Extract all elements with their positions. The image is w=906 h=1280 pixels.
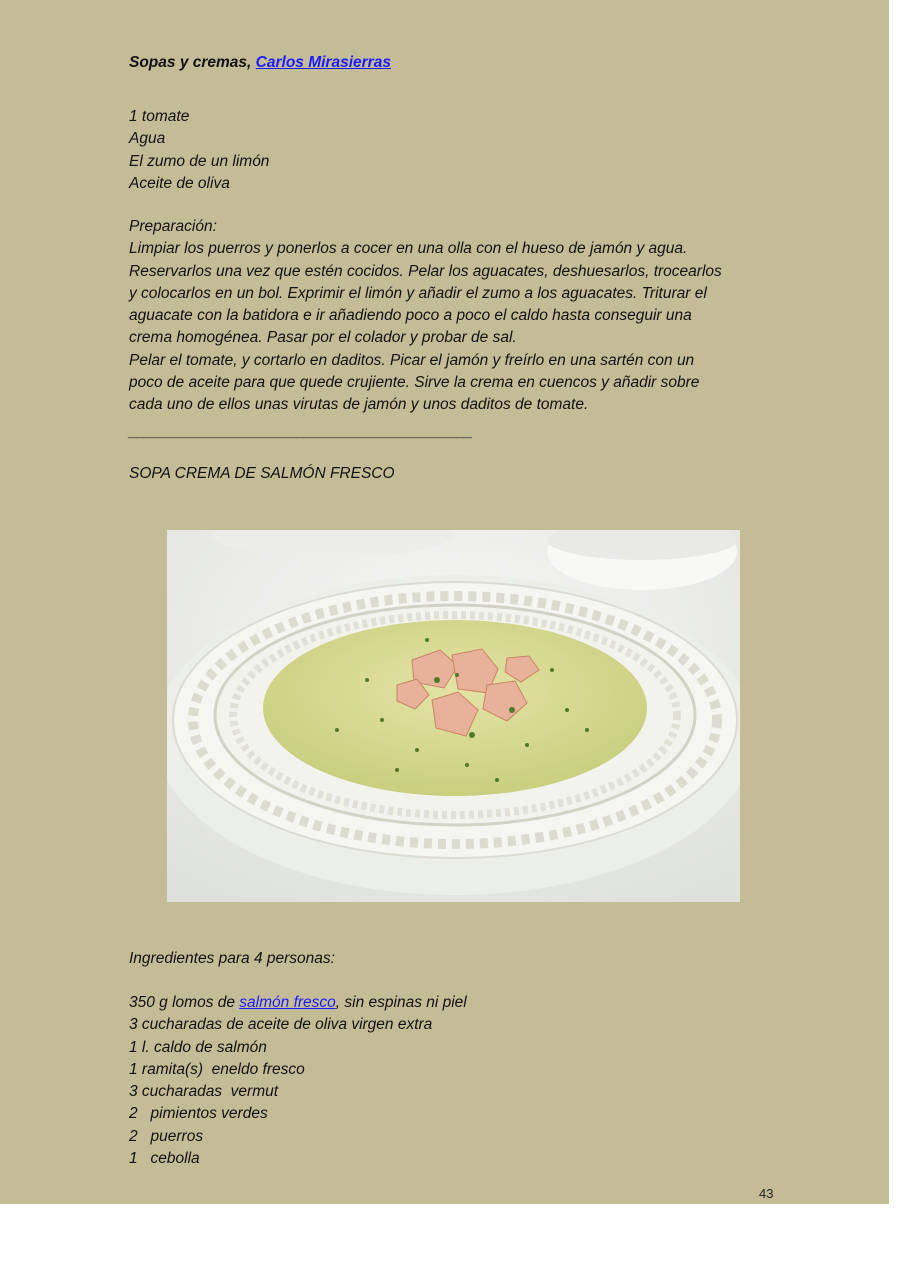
page-number: 43 [759,1186,774,1201]
list-item: 1 cebolla [129,1150,200,1168]
list-item: Agua [129,130,166,148]
list-item: 2 puerros [129,1127,204,1145]
list-item: 3 cucharadas de aceite de oliva virgen extra [129,1016,433,1034]
salmon-link[interactable]: salmón fresco [239,994,336,1011]
list-item: 1 ramita(s) eneldo fresco [129,1060,305,1078]
list-item: 3 cucharadas vermut [129,1083,279,1101]
preparation-line: aguacate con la batidora e ir añadiendo poco a poco el caldo hasta conseguir una [129,307,692,325]
list-item: 2 pimientos verdes [129,1105,268,1123]
author-link[interactable]: Carlos Mirasierras [255,54,391,71]
item-text: 350 g lomos de [129,994,240,1011]
soup-bowl-illustration [167,530,740,902]
list-item [129,992,789,1014]
preparation-line: crema homogénea. Pasar por el colador y probar de sal. [129,329,517,347]
separator-line: _____________________________________________ [129,423,472,440]
preparation-line: poco de aceite para que quede crujiente. Sirve la crema en cuencos y añadir sobre [129,374,700,392]
preparation-label: Preparación: [129,218,217,235]
preparation-line: Reservarlos una vez que estén cocidos. Pelar los aguacates, deshuesarlos, trocearlos [129,262,722,280]
preparation-section [129,216,789,417]
list-item: El zumo de un limón [129,152,270,170]
preparation-line: Pelar el tomate, y cortarlo en daditos. Picar el jamón y freírlo en una sartén con un [129,351,695,369]
header-line [129,52,789,74]
list-item: Aceite de oliva [129,174,230,192]
header-prefix: Sopas y cremas, [129,54,256,71]
list-item: 1 tomate [129,108,190,125]
preparation-line: cada uno de ellos unas virutas de jamón y unos daditos de tomate. [129,396,589,414]
soup-photo [167,530,740,902]
ingredients-list [129,992,789,1170]
preparation-line: y colocarlos en un bol. Exprimir el limón y añadir el zumo a los aguacates. Triturar el [129,284,707,302]
ingredients-heading: Ingredientes para 4 personas: [129,950,335,967]
recipe-title: SOPA CREMA DE SALMÓN FRESCO [129,465,395,482]
ingredients-list-top [129,106,789,195]
item-text: , sin espinas ni piel [335,994,467,1011]
list-item: 1 l. caldo de salmón [129,1038,267,1056]
preparation-line: Limpiar los puerros y ponerlos a cocer en una olla con el hueso de jamón y agua. [129,240,688,258]
